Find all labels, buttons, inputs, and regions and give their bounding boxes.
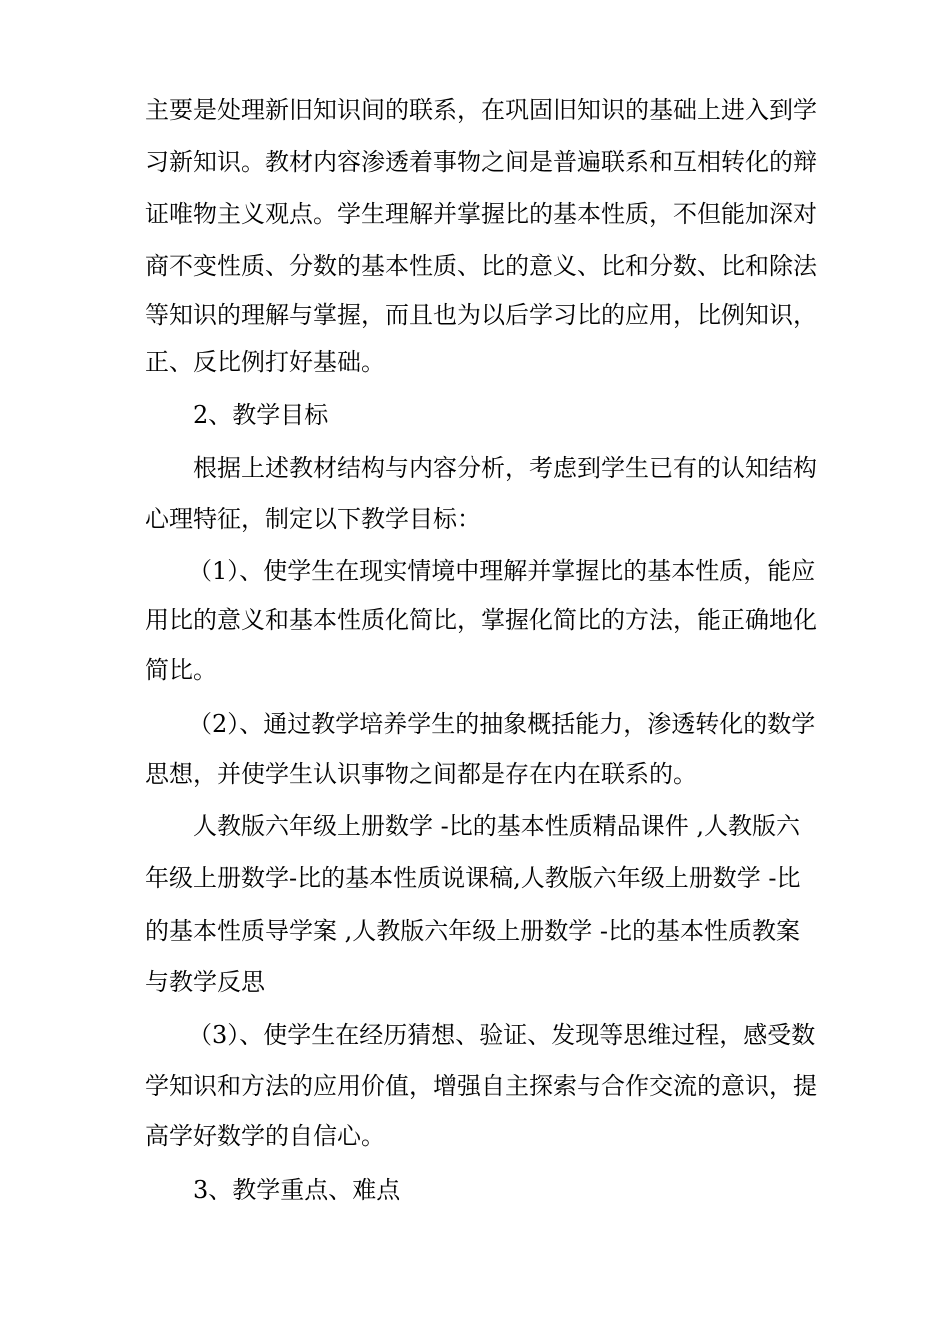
paragraph-line-3: 证唯物主义观点。学生理解并掌握比的基本性质，不但能加深对 — [145, 200, 817, 228]
section-heading-objectives: 2、教学目标 — [193, 401, 329, 429]
paragraph-line-1: 主要是处理新旧知识间的联系，在巩固旧知识的基础上进入到学 — [145, 96, 817, 124]
paragraph-line-7: 根据上述教材结构与内容分析，考虑到学生已有的认知结构 — [193, 454, 817, 482]
paragraph-line-5: 等知识的理解与掌握，而且也为以后学习比的应用，比例知识， — [145, 301, 817, 329]
paragraph-line-4: 商不变性质、分数的基本性质、比的意义、比和分数、比和除法 — [145, 252, 817, 280]
objective-1-line-2: 用比的意义和基本性质化简比，掌握化简比的方法，能正确地化 — [145, 606, 817, 634]
objective-2-line-1: （2）、通过教学培养学生的抽象概括能力，渗透转化的数学 — [188, 710, 816, 738]
objective-3-line-3: 高学好数学的自信心。 — [145, 1122, 385, 1150]
objective-3-line-2: 学知识和方法的应用价值，增强自主探索与合作交流的意识，提 — [145, 1072, 817, 1100]
section-heading-key-points: 3、教学重点、难点 — [193, 1176, 401, 1204]
objective-1-line-3: 简比。 — [145, 656, 217, 684]
related-links-line-1: 人教版六年级上册数学 -比的基本性质精品课件 ,人教版六 — [193, 812, 800, 840]
related-links-line-3: 的基本性质导学案 ,人教版六年级上册数学 -比的基本性质教案 — [145, 917, 800, 945]
objective-3-line-1: （3）、使学生在经历猜想、验证、发现等思维过程，感受数 — [188, 1021, 816, 1049]
objective-2-line-2: 思想，并使学生认识事物之间都是存在内在联系的。 — [145, 760, 697, 788]
related-links-line-2: 年级上册数学-比的基本性质说课稿,人教版六年级上册数学 -比 — [145, 864, 801, 892]
related-links-line-4: 与教学反思 — [145, 968, 265, 996]
objective-1-line-1: （1）、使学生在现实情境中理解并掌握比的基本性质，能应 — [188, 557, 816, 585]
paragraph-line-6: 正、反比例打好基础。 — [145, 348, 385, 376]
paragraph-line-2: 习新知识。教材内容渗透着事物之间是普遍联系和互相转化的辩 — [145, 148, 817, 176]
paragraph-line-8: 心理特征，制定以下教学目标： — [145, 505, 481, 533]
